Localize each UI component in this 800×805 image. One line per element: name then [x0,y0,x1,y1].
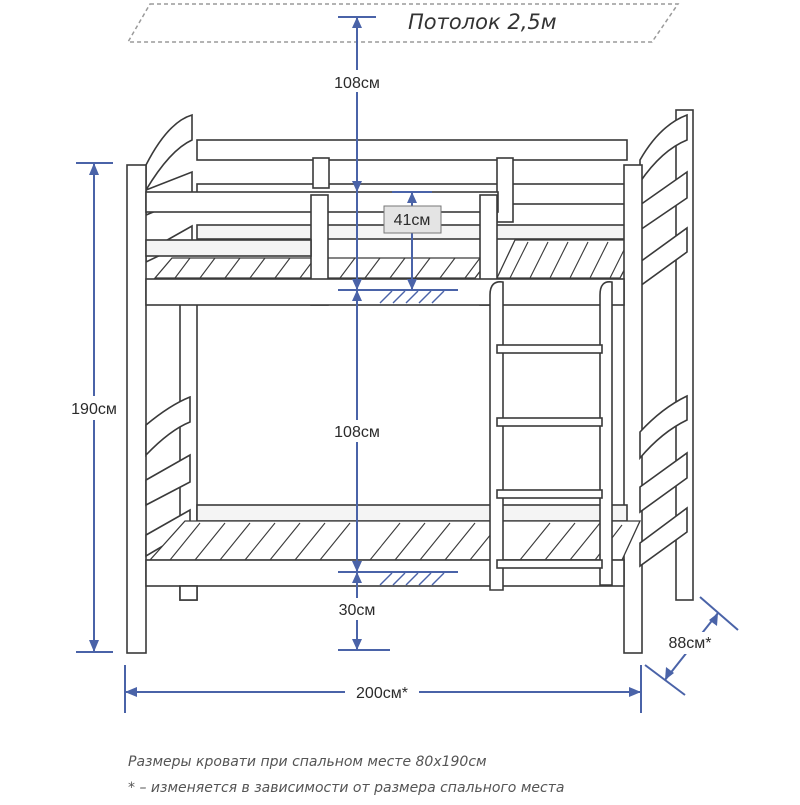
front-post-left [127,165,146,653]
lower-back-rail [197,505,627,521]
ceiling-arrow [352,17,362,28]
ceiling-shape [128,4,678,42]
note-line-2: * – изменяется в зависимости от размера спального места [128,780,565,796]
lower-slats [150,521,640,560]
total-height-label: 190см [71,401,117,418]
upper-side-rail [146,240,311,256]
lower-back-leg [180,586,197,600]
note-line-1: Размеры кровати при спальном месте 80х190см [128,754,487,770]
back-guard-post-2 [497,158,513,222]
top-gap-label: 108см [334,75,380,92]
back-guard-post-1 [313,158,329,188]
rail-height-label: 41см [393,212,431,229]
height-arrow-top [89,163,99,175]
floor-arrow [352,639,362,650]
ceiling-label: Потолок 2,5м [408,10,557,34]
width-arrow-right [629,687,641,697]
upper-front-frame [146,279,624,305]
height-arrow-bottom [89,640,99,652]
width-arrow-left [125,687,137,697]
front-post-right [624,165,642,653]
depth-back-tick [700,597,738,630]
width-label: 200см* [356,685,408,702]
floor-gap-label: 30см [338,602,376,619]
middle-gap-label: 108см [334,424,380,441]
depth-label: 88см* [668,635,712,652]
back-rail-top [197,140,627,160]
